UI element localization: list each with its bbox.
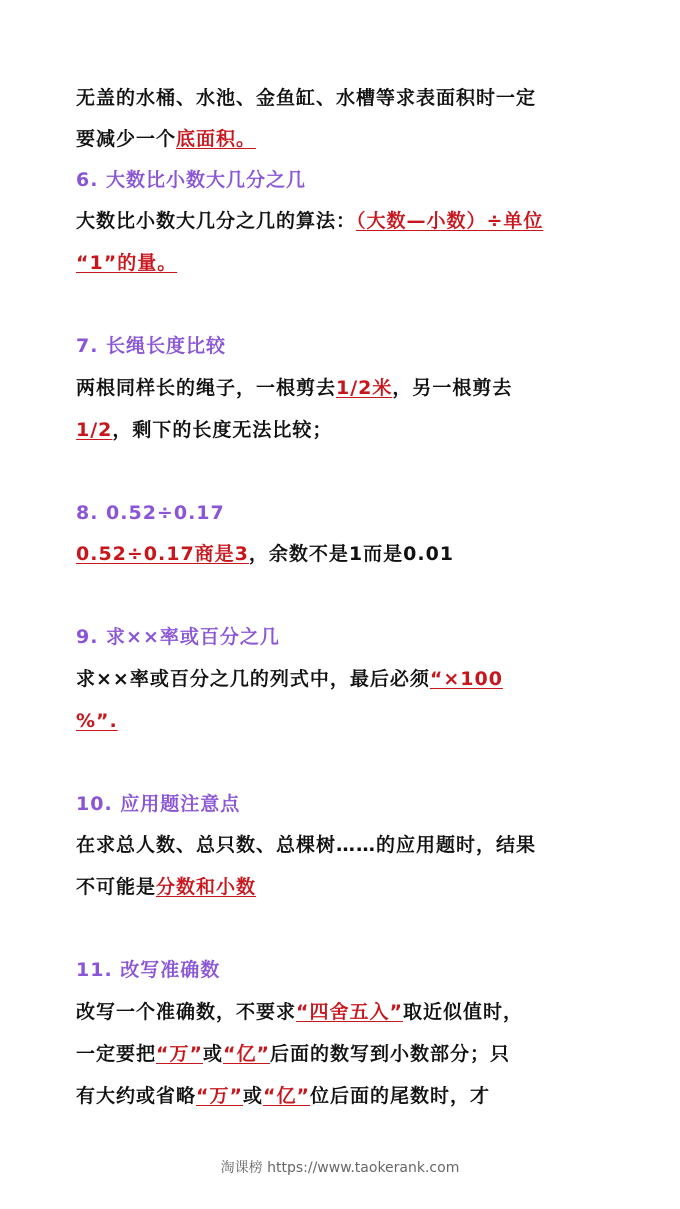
s11-line-1 [76,1000,523,1024]
s11-line-2-text: 一定要把 [76,1043,157,1065]
s11-line-1-text: 改写一个准确数，不要求 [76,1001,297,1023]
footer-watermark: 淘课榜 https://www.taokerank.com [220,1160,460,1176]
s11-highlight-2: “万” [156,1043,203,1065]
section-6-heading: 6. 大数比小数大几分之几 [76,169,307,191]
s11-highlight-5: “亿” [263,1085,310,1107]
s9-line-1-text: 求××率或百分之几的列式中，最后必须 [76,668,430,690]
s11-line-1-tail: 取近似值时， [403,1001,524,1023]
s7-line-2-text: ，剩下的长度无法比较； [112,419,333,441]
s7-line-1-tail: ，另一根剪去 [392,377,513,399]
s11-line-3-or: 或 [243,1085,264,1107]
section-9-heading: 9. 求××率或百分之几 [76,626,280,648]
s7-line-2 [76,418,332,442]
s11-highlight-4: “万” [196,1085,243,1107]
s7-line-1-text: 两根同样长的绳子，一根剪去 [76,377,337,399]
s11-highlight-3: “亿” [223,1043,270,1065]
s11-line-3-tail: 位后面的尾数时，才 [310,1085,491,1107]
section-8-heading: 8. 0.52÷0.17 [76,502,225,524]
s9-line-1 [76,667,503,691]
s11-line-3-text: 有大约或省略 [76,1085,197,1107]
s9-answer-part-2: %”. [76,710,118,732]
s6-line-2 [76,251,177,275]
s5-answer: 底面积。 [176,128,257,150]
s10-line-1 [76,833,536,857]
s6-line-1-text: 大数比小数大几分之几的算法： [76,210,357,232]
s7-line-1 [76,376,512,400]
s7-highlight-1: 1/2米 [336,377,393,399]
s8-line-1-text: ，余数不是1而是0.01 [248,543,455,565]
s5-line-1 [76,86,536,110]
s9-line-2 [76,709,118,733]
s11-highlight-1: “四舍五入” [296,1001,403,1023]
section-11-heading: 11. 改写准确数 [76,959,221,981]
s6-answer-part-2: “1”的量。 [76,252,178,274]
s11-line-2-tail: 后面的数写到小数部分；只 [270,1043,511,1065]
s11-line-2-or: 或 [203,1043,224,1065]
s10-answer: 分数和小数 [156,876,257,898]
s6-line-1 [76,209,543,233]
section-10-heading: 10. 应用题注意点 [76,793,241,815]
s5-line-1-text: 无盖的水桶、水池、金鱼缸、水槽等求表面积时一定 [76,87,537,109]
section-7-heading: 7. 长绳长度比较 [76,335,227,357]
s10-line-2 [76,875,256,899]
s6-answer-part-1: （大数—小数）÷单位 [356,210,544,232]
s10-line-2-text: 不可能是 [76,876,157,898]
s8-answer: 0.52÷0.17商是3 [76,543,249,565]
s7-highlight-2: 1/2 [76,419,113,441]
s11-line-2 [76,1042,510,1066]
s5-line-2-text: 要减少一个 [76,128,177,150]
s10-line-1-text: 在求总人数、总只数、总棵树……的应用题时，结果 [76,834,537,856]
s8-line-1 [76,542,454,566]
s9-answer-part-1: “×100 [429,668,503,690]
s5-line-2 [76,127,256,151]
s11-line-3 [76,1084,490,1108]
